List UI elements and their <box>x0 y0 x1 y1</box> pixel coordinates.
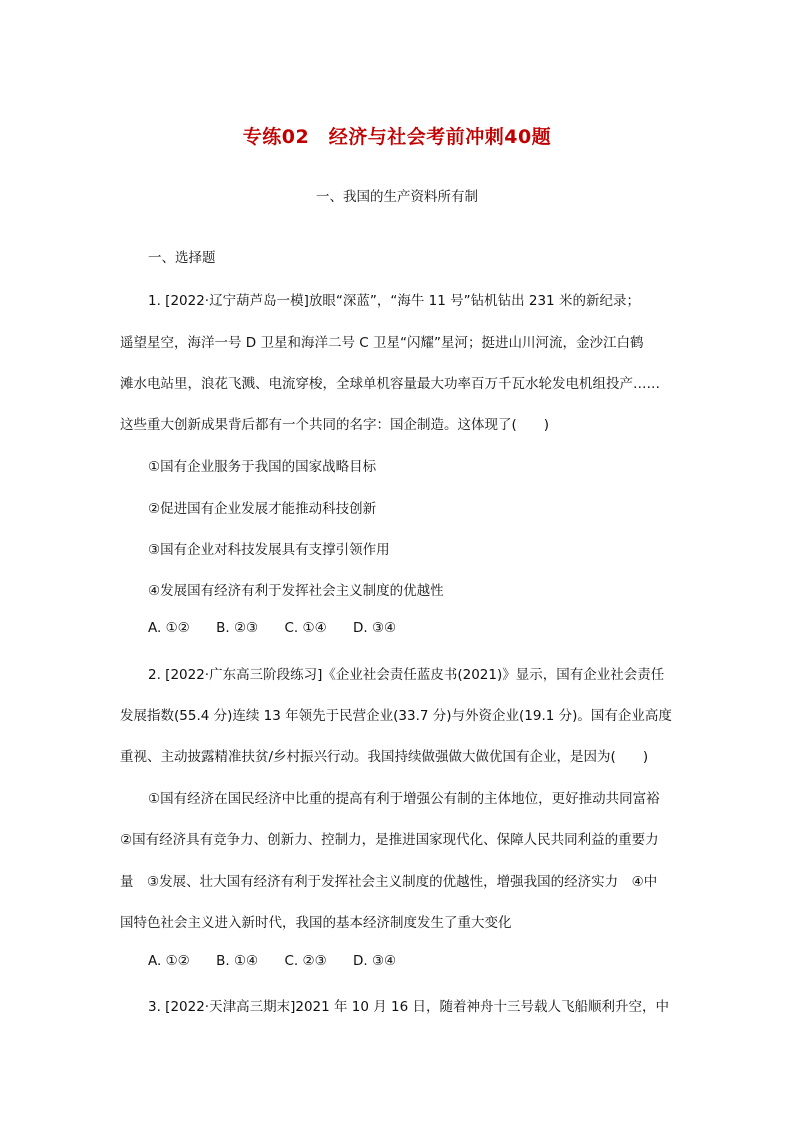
option-b: B. ①④ <box>216 953 259 969</box>
statement-item: ①国有企业服务于我国的国家战略目标 <box>148 459 377 475</box>
question-text: 重视、主动披露精准扶贫/乡村振兴行动。我国持续做强做大做优国有企业，是因为( ) <box>120 749 649 765</box>
option-d: D. ③④ <box>352 620 397 636</box>
statement-item: ④发展国有经济有利于发挥社会主义制度的优越性 <box>148 583 444 599</box>
option-c: C. ①④ <box>284 620 327 636</box>
option-d: D. ③④ <box>352 953 397 969</box>
option-b: B. ②③ <box>216 620 259 636</box>
option-c: C. ②③ <box>284 953 327 969</box>
question-text: 遥望星空，海洋一号 D 卫星和海洋二号 C 卫星“闪耀”星河；挺进山川河流，金沙江白鹤 <box>120 335 644 351</box>
answer-options <box>148 953 680 969</box>
section-heading: 一、我国的生产资料所有制 <box>316 189 478 205</box>
option-a: A. ①② <box>148 620 190 636</box>
question-text: 滩水电站里，浪花飞溅、电流穿梭，全球单机容量最大功率百万千瓦水轮发电机组投产…… <box>120 376 660 392</box>
statement-item: 国特色社会主义进入新时代，我国的基本经济制度发生了重大变化 <box>120 915 512 931</box>
statement-item: ②促进国有企业发展才能推动科技创新 <box>148 501 377 517</box>
question-text: 这些重大创新成果背后都有一个共同的名字：国企制造。这体现了( ) <box>120 417 550 433</box>
statement-item: 量 ③发展、壮大国有经济有利于发挥社会主义制度的优越性，增强我国的经济实力 ④中 <box>120 874 658 890</box>
statement-item: ③国有企业对科技发展具有支撑引领作用 <box>148 542 390 558</box>
option-a: A. ①② <box>148 953 190 969</box>
question-text: 发展指数(55.4 分)连续 13 年领先于民营企业(33.7 分)与外资企业(19.1 分)。国有企业高度 <box>120 708 672 724</box>
question-text: 1. [2022·辽宁葫芦岛一模]放眼“深蓝”，“海牛 11 号”钻机钻出 231 米的新纪录； <box>148 293 640 309</box>
subsection-heading: 一、选择题 <box>148 250 216 266</box>
statement-item: ②国有经济具有竞争力、创新力、控制力，是推进国家现代化、保障人民共同利益的重要力 <box>120 832 659 848</box>
question-text: 3. [2022·天津高三期末]2021 年 10 月 16 日，随着神舟十三号载人飞船顺利升空，中 <box>148 999 670 1015</box>
statement-item: ①国有经济在国民经济中比重的提高有利于增强公有制的主体地位，更好推动共同富裕 <box>148 791 660 807</box>
question-text: 2. [2022·广东高三阶段练习]《企业社会责任蓝皮书(2021)》显示，国有企业社会责任 <box>148 667 665 683</box>
answer-options <box>148 620 680 636</box>
document-title: 专练02 经济与社会考前冲刺40题 <box>242 126 552 148</box>
